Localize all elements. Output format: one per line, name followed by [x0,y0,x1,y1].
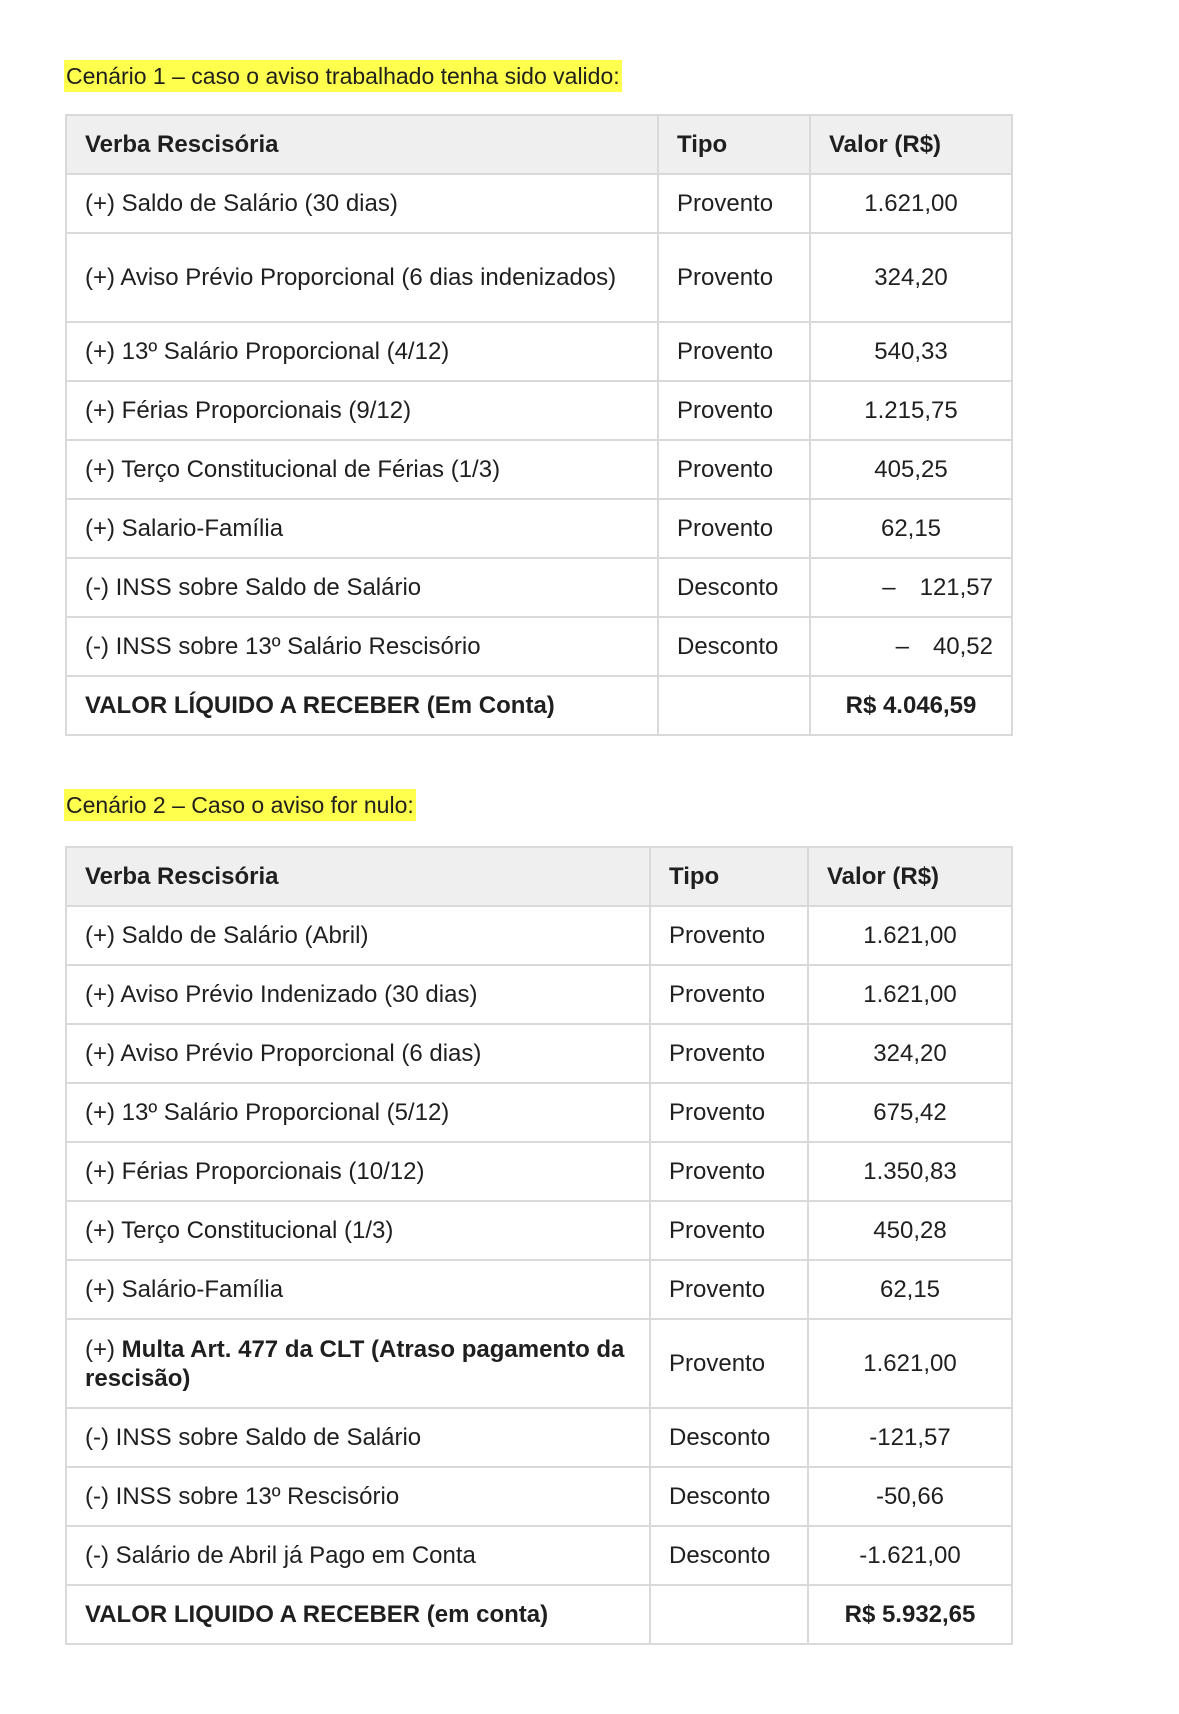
verba-cell: (-) INSS sobre 13º Salário Rescisório [66,617,658,676]
valor-cell [810,558,1012,617]
table-row [66,1260,1012,1319]
total-tipo [650,1585,808,1644]
tipo-cell: Provento [658,499,810,558]
verba-cell: (+) Salario-Família [66,499,658,558]
table-row [66,1024,1012,1083]
verba-cell: (+) 13º Salário Proporcional (4/12) [66,322,658,381]
verba-cell: (-) Salário de Abril já Pago em Conta [66,1526,650,1585]
table-row [66,1319,1012,1408]
valor-cell: 1.621,00 [810,174,1012,233]
verba-cell: (-) INSS sobre Saldo de Salário [66,1408,650,1467]
verba-cell: (+) Férias Proporcionais (9/12) [66,381,658,440]
valor-cell: 62,15 [808,1260,1012,1319]
table-row [66,1467,1012,1526]
minus-sign: – [895,633,909,660]
valor-cell: 324,20 [808,1024,1012,1083]
valor-cell: 405,25 [810,440,1012,499]
table-row [66,174,1012,233]
valor-amount: 121,57 [919,574,993,601]
verba-cell: (+) 13º Salário Proporcional (5/12) [66,1083,650,1142]
table-row [66,1201,1012,1260]
column-header-verba: Verba Rescisória [66,115,658,174]
scenario-1-heading: Cenário 1 – caso o aviso trabalhado tenha sido valido: [64,60,622,92]
tipo-cell: Provento [650,906,808,965]
tipo-cell: Desconto [658,617,810,676]
valor-cell: 1.215,75 [810,381,1012,440]
verba-cell: (-) INSS sobre Saldo de Salário [66,558,658,617]
valor-cell: 540,33 [810,322,1012,381]
tipo-cell: Provento [658,440,810,499]
table-row [66,906,1012,965]
table-row [66,322,1012,381]
verba-cell: (+) Saldo de Salário (Abril) [66,906,650,965]
tipo-cell: Provento [650,1142,808,1201]
column-header-valor: Valor (R$) [808,847,1012,906]
tipo-cell: Desconto [650,1408,808,1467]
verba-cell: (+) Terço Constitucional de Férias (1/3) [66,440,658,499]
scenario-2-heading: Cenário 2 – Caso o aviso for nulo: [64,789,416,821]
verba-cell [66,1319,650,1408]
table-row [66,1526,1012,1585]
valor-cell [810,617,1012,676]
table-row [66,1408,1012,1467]
valor-cell: 324,20 [810,233,1012,322]
tipo-cell: Provento [650,1260,808,1319]
verba-cell: (+) Salário-Família [66,1260,650,1319]
valor-cell: 1.350,83 [808,1142,1012,1201]
verba-cell: (+) Férias Proporcionais (10/12) [66,1142,650,1201]
valor-cell: 1.621,00 [808,965,1012,1024]
tipo-cell: Desconto [658,558,810,617]
tipo-cell: Provento [650,1083,808,1142]
total-tipo [658,676,810,735]
table-row [66,1142,1012,1201]
column-header-tipo: Tipo [650,847,808,906]
minus-sign: – [882,574,896,601]
valor-cell: 62,15 [810,499,1012,558]
scenario-2-table [65,846,1013,1645]
table-header-row [66,847,1012,906]
verba-cell: (-) INSS sobre 13º Rescisório [66,1467,650,1526]
valor-cell: -1.621,00 [808,1526,1012,1585]
valor-cell: -50,66 [808,1467,1012,1526]
total-value: R$ 4.046,59 [810,676,1012,735]
valor-cell: 1.621,00 [808,1319,1012,1408]
verba-cell: (+) Aviso Prévio Proporcional (6 dias indenizados) [66,233,658,322]
tipo-cell: Provento [650,1024,808,1083]
tipo-cell: Desconto [650,1526,808,1585]
column-header-tipo: Tipo [658,115,810,174]
table-row [66,499,1012,558]
table-row [66,617,1012,676]
tipo-cell: Provento [650,1201,808,1260]
total-value: R$ 5.932,65 [808,1585,1012,1644]
table-row [66,558,1012,617]
tipo-cell: Provento [650,1319,808,1408]
table-header-row [66,115,1012,174]
tipo-cell: Desconto [650,1467,808,1526]
column-header-verba: Verba Rescisória [66,847,650,906]
tipo-cell: Provento [658,174,810,233]
valor-cell: 675,42 [808,1083,1012,1142]
tipo-cell: Provento [650,965,808,1024]
column-header-valor: Valor (R$) [810,115,1012,174]
verba-bold-text: Multa Art. 477 da CLT (Atraso pagamento da rescisão) [85,1335,625,1392]
verba-cell: (+) Terço Constitucional (1/3) [66,1201,650,1260]
verba-cell: (+) Aviso Prévio Proporcional (6 dias) [66,1024,650,1083]
total-row [66,1585,1012,1644]
verba-prefix: (+) [85,1335,122,1363]
total-label: VALOR LÍQUIDO A RECEBER (Em Conta) [66,676,658,735]
table-row [66,233,1012,322]
scenario-1-table [65,114,1013,736]
tipo-cell: Provento [658,381,810,440]
verba-cell: (+) Aviso Prévio Indenizado (30 dias) [66,965,650,1024]
tipo-cell: Provento [658,233,810,322]
table-row [66,965,1012,1024]
tipo-cell: Provento [658,322,810,381]
table-row [66,1083,1012,1142]
verba-cell: (+) Saldo de Salário (30 dias) [66,174,658,233]
table-row [66,440,1012,499]
valor-cell: 450,28 [808,1201,1012,1260]
valor-cell: 1.621,00 [808,906,1012,965]
valor-amount: 40,52 [932,633,993,660]
total-label: VALOR LIQUIDO A RECEBER (em conta) [66,1585,650,1644]
table-row [66,381,1012,440]
valor-cell: -121,57 [808,1408,1012,1467]
total-row [66,676,1012,735]
